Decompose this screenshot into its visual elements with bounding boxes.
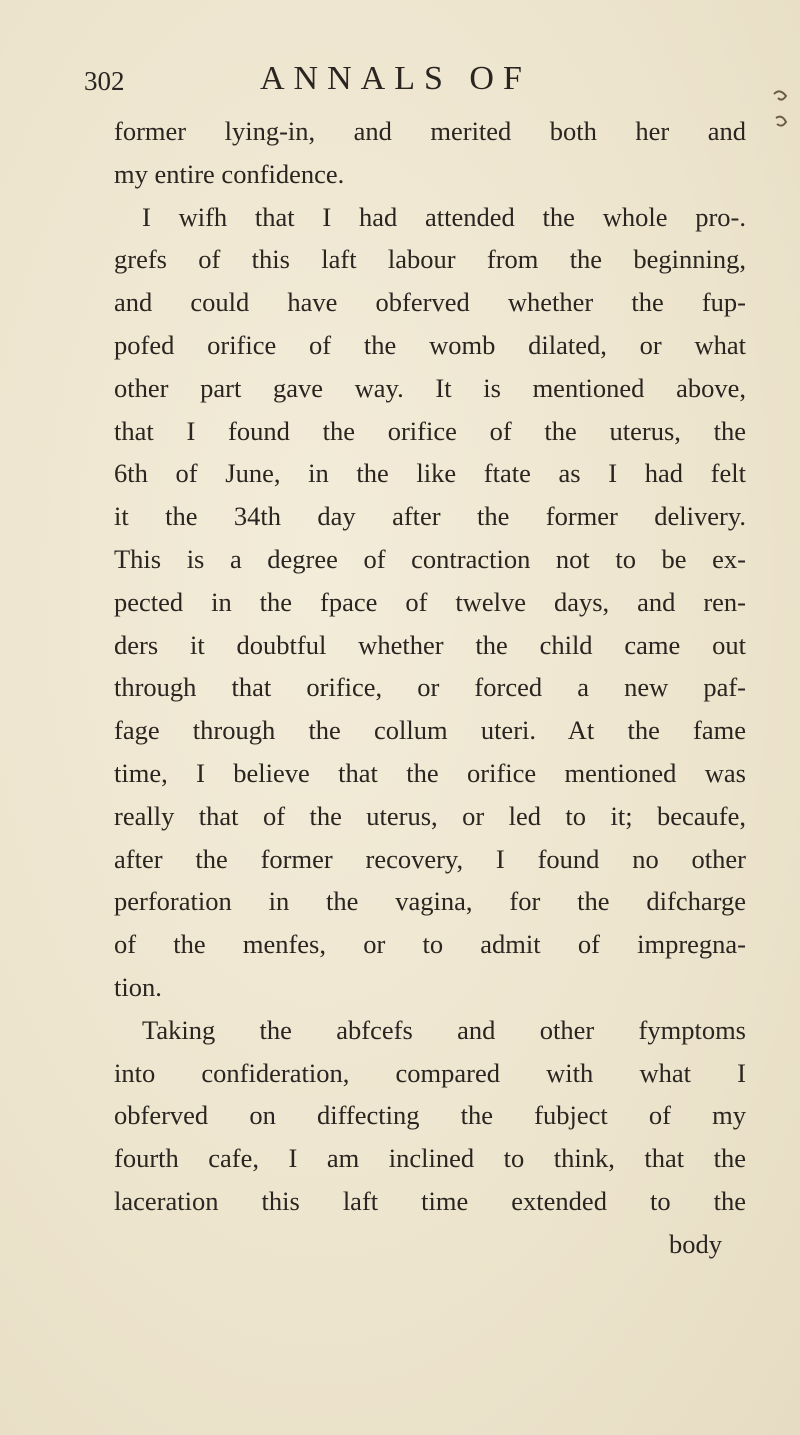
text-line: and could have obferved whether the fup-	[114, 287, 746, 318]
text-line: obferved on diffecting the fubject of my	[114, 1100, 746, 1131]
text-line: fourth cafe, I am inclined to think, that the	[114, 1143, 746, 1174]
text-line: after the former recovery, I found no other	[114, 843, 746, 874]
text-line: perforation in the vagina, for the difcharge	[114, 886, 746, 917]
text-line: through that orifice, or forced a new paf-	[114, 672, 746, 703]
text-line: ders it doubtful whether the child came out	[114, 629, 746, 660]
text-line: time, I believe that the orifice mentioned was	[114, 757, 746, 788]
text-line: of the menfes, or to admit of impregna-	[114, 929, 746, 960]
text-line: fage through the collum uteri. At the fame	[114, 715, 746, 746]
text-line: former lying-in, and merited both her and	[114, 116, 746, 146]
text-line: really that of the uterus, or led to it; becaufe,	[114, 800, 746, 831]
text-line: my entire confidence.	[114, 158, 345, 189]
text-line: Taking the abfcefs and other fymptoms	[142, 1014, 746, 1045]
text-line: 6th of June, in the like ftate as I had felt	[114, 458, 746, 489]
text-line: pected in the fpace of twelve days, and ren-	[114, 586, 746, 617]
running-head: ANNALS OF	[260, 60, 531, 97]
body-text	[114, 110, 746, 1266]
text-line: it the 34th day after the former delivery.	[114, 501, 746, 532]
text-line: other part gave way. It is mentioned above,	[114, 372, 746, 403]
catchword: body	[669, 1228, 722, 1259]
text-line: tion.	[114, 971, 162, 1002]
text-line: This is a degree of contraction not to be ex-	[114, 543, 746, 574]
page-number: 302	[84, 66, 125, 96]
text-line: laceration this laft time extended to the	[114, 1185, 746, 1216]
text-line: into confideration, compared with what I	[114, 1057, 746, 1088]
text-line: grefs of this laft labour from the beginning,	[114, 244, 746, 275]
text-line: I wifh that I had attended the whole pro-.	[142, 201, 746, 232]
page-header	[84, 60, 724, 104]
text-line: pofed orifice of the womb dilated, or what	[114, 329, 746, 360]
text-line: that I found the orifice of the uterus, the	[114, 415, 746, 446]
ink-mark-icon	[770, 88, 790, 144]
